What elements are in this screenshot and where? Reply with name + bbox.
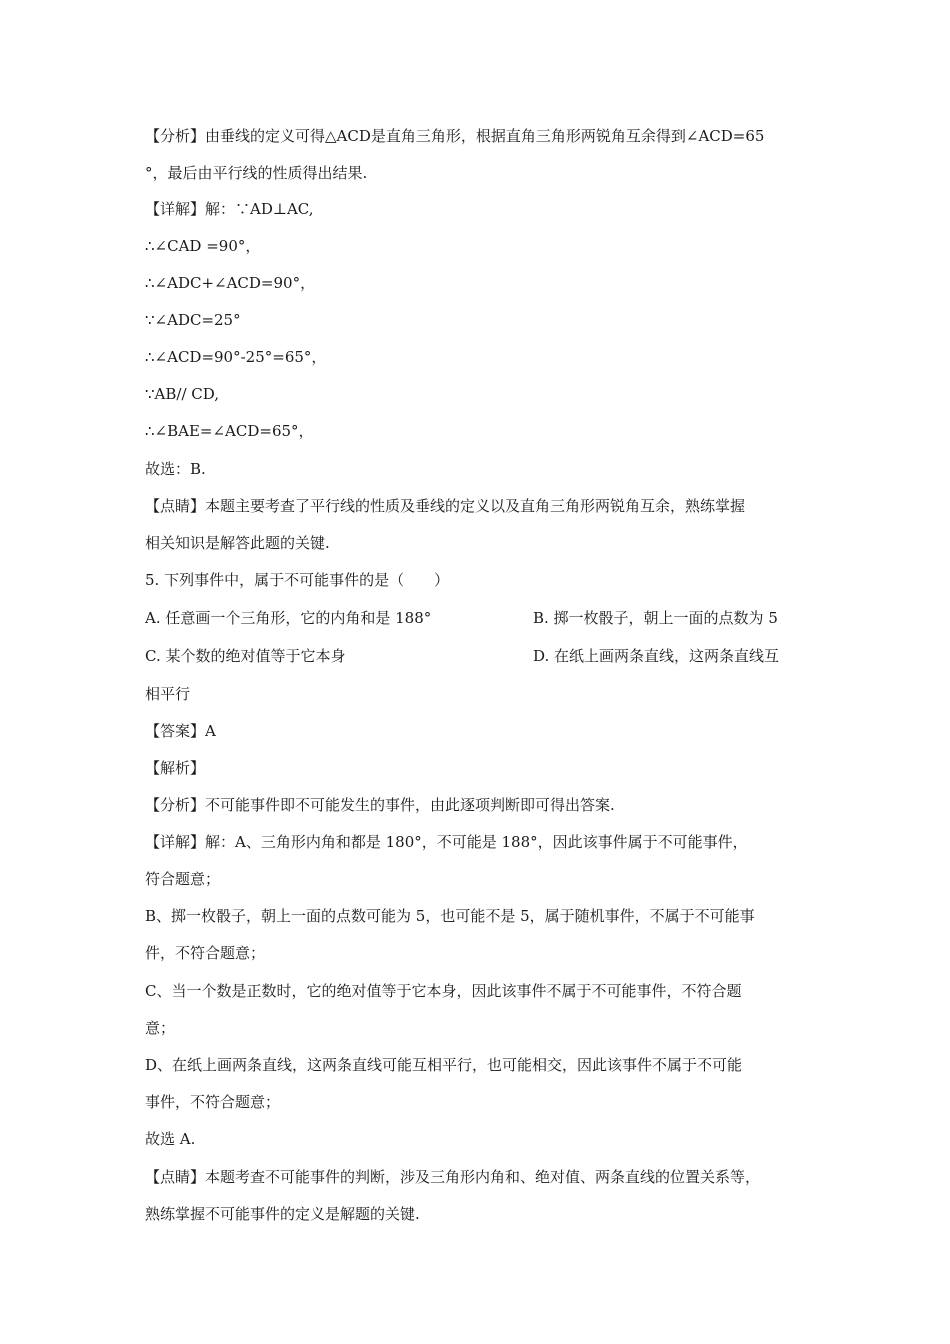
solution-line-3: ∴∠ADC+∠ACD=90°， <box>145 274 316 292</box>
option-c: C. 某个数的绝对值等于它本身 <box>145 647 346 665</box>
choice-q5: 故选 A. <box>145 1130 196 1148</box>
solution-line-5: ∴∠ACD=90°-25°=65°， <box>145 348 327 366</box>
solution-line-2: ∴∠CAD =90°， <box>145 237 261 255</box>
question-5-stem: 5. 下列事件中，属于不可能事件的是（ ） <box>145 571 450 589</box>
answer-choice-line: 故选：B. <box>145 460 206 478</box>
option-b: B. 掷一枚骰子，朝上一面的点数为 5 <box>533 609 778 627</box>
option-d: D. 在纸上画两条直线，这两条直线互 <box>533 647 780 665</box>
detail-q5-line-3: B、掷一枚骰子，朝上一面的点数可能为 5，也可能不是 5，属于随机事件，不属于不可能事 <box>145 907 755 925</box>
detail-q5-line-2: 符合题意； <box>145 870 221 888</box>
option-a: A. 任意画一个三角形，它的内角和是 188° <box>145 609 432 627</box>
comment-line-2: 相关知识是解答此题的关键. <box>145 534 330 552</box>
explanation-heading: 【解析】 <box>145 759 206 777</box>
detail-q5-line-7: D、在纸上画两条直线，这两条直线可能互相平行，也可能相交，因此该事件不属于不可能 <box>145 1056 743 1074</box>
comment-line-1: 【点睛】本题主要考查了平行线的性质及垂线的定义以及直角三角形两锐角互余，熟练掌握 <box>145 497 746 515</box>
solution-line-4: ∵∠ADC=25° <box>145 311 241 329</box>
comment-q5-line-2: 熟练掌握不可能事件的定义是解题的关键. <box>145 1205 420 1223</box>
analysis-line-2: °，最后由平行线的性质得出结果. <box>145 164 368 182</box>
comment-q5-line-1: 【点睛】本题考查不可能事件的判断，涉及三角形内角和、绝对值、两条直线的位置关系等， <box>145 1168 761 1186</box>
solution-line-1: 【详解】解：∵AD⊥AC, <box>145 200 314 218</box>
detail-q5-line-5: C、当一个数是正数时，它的绝对值等于它本身，因此该事件不属于不可能事件，不符合题 <box>145 982 742 1000</box>
option-d-continued: 相平行 <box>145 685 191 703</box>
answer-line: 【答案】A <box>145 722 216 740</box>
detail-q5-line-1: 【详解】解：A、三角形内角和都是 180°，不可能是 188°，因此该事件属于不可能事件， <box>145 833 748 851</box>
detail-q5-line-6: 意； <box>145 1019 176 1037</box>
analysis-q5: 【分析】不可能事件即不可能发生的事件，由此逐项判断即可得出答案. <box>145 796 615 814</box>
solution-line-7: ∴∠BAE=∠ACD=65°， <box>145 422 314 440</box>
solution-line-6: ∵AB// CD, <box>145 385 220 403</box>
detail-q5-line-8: 事件，不符合题意； <box>145 1093 281 1111</box>
detail-q5-line-4: 件，不符合题意； <box>145 944 266 962</box>
analysis-line-1: 【分析】由垂线的定义可得△ACD是直角三角形，根据直角三角形两锐角互余得到∠ACD=65 <box>145 127 765 145</box>
